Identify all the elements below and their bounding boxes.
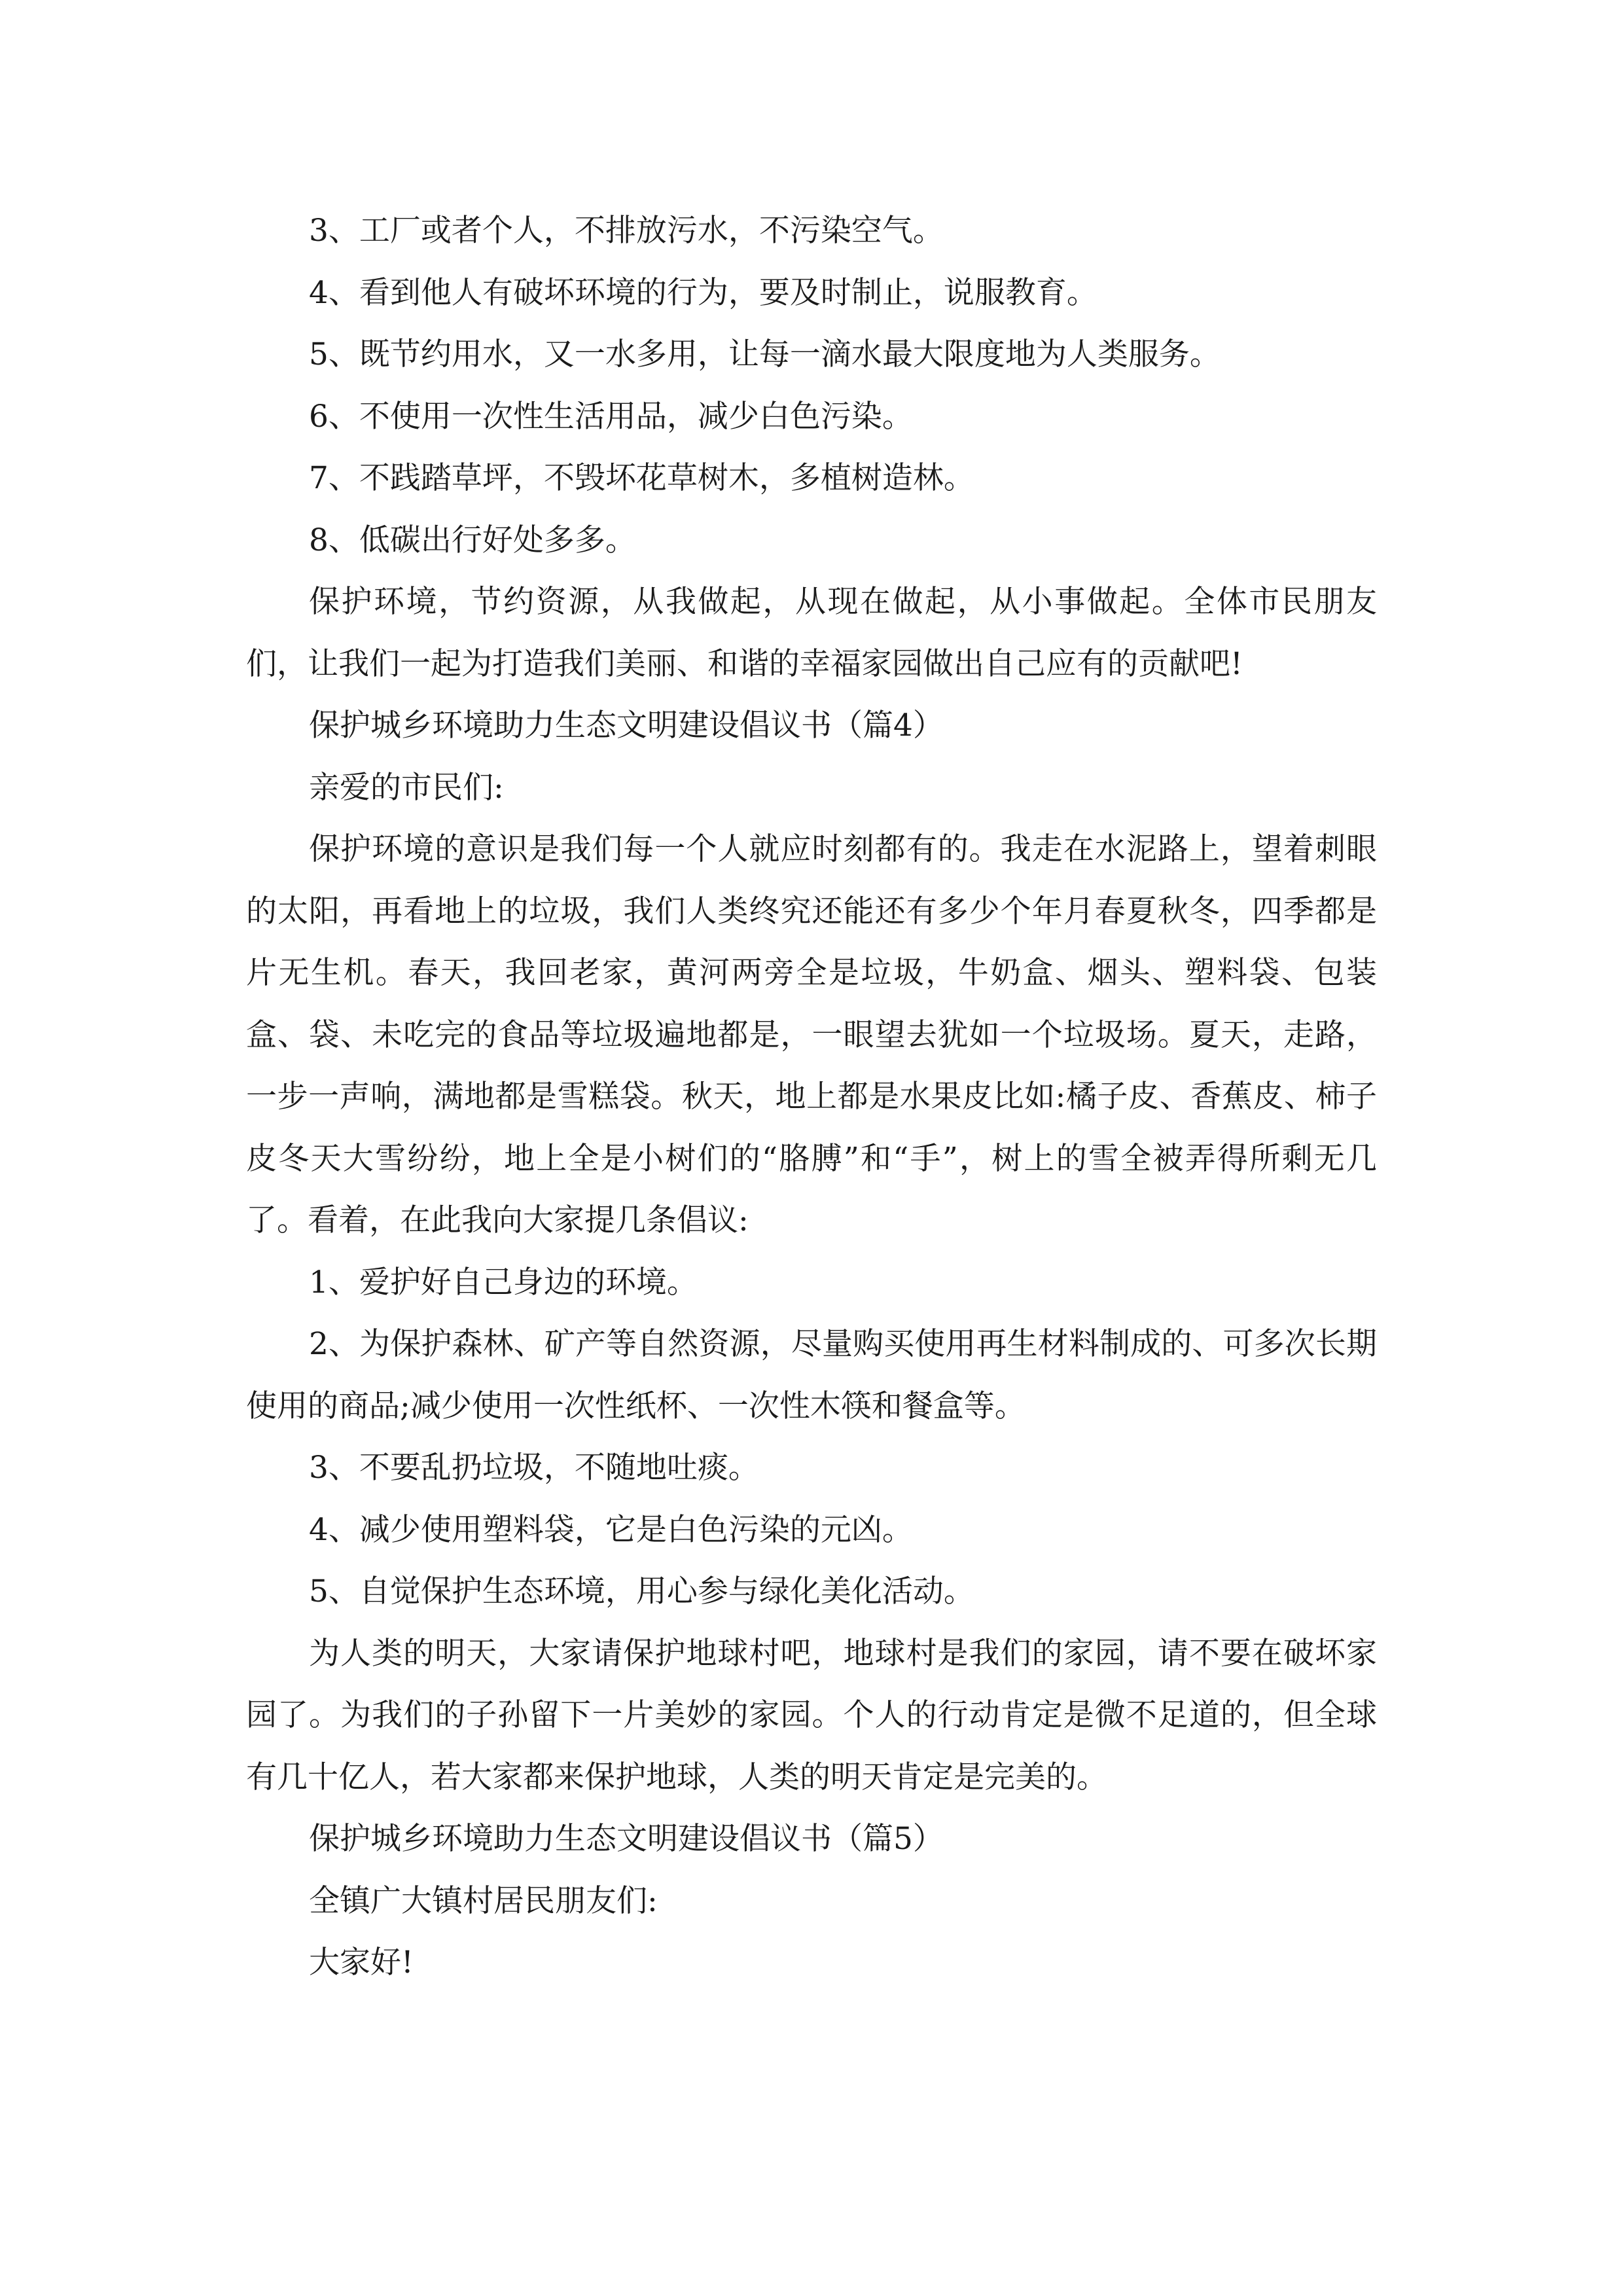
proposal-item-2: 2、为保护森林、矿产等自然资源，尽量购买使用再生材料制成的、可多次长期使用的商品;减少使用一次性纸杯、一次性木筷和餐盒等。 — [246, 1326, 1377, 1424]
salutation-4: 亲爱的市民们: — [309, 769, 504, 806]
greeting-5: 大家好! — [309, 1945, 414, 1981]
proposal-item-3: 3、不要乱扔垃圾，不随地吐痰。 — [309, 1450, 759, 1486]
list-item-3: 3、工厂或者个人，不排放污水，不污染空气。 — [309, 213, 944, 249]
conclusion-paragraph-4: 为人类的明天，大家请保护地球村吧，地球村是我们的家园，请不要在破坏家园了。为我们的子孙留下一片美妙的家园。个人的行动肯定是微不足道的，但全球有几十亿人，若大家都来保护地球，人类的明天肯定是完美的。 — [246, 1635, 1377, 1795]
list-item-7: 7、不践踏草坪，不毁坏花草树木，多植树造林。 — [309, 460, 974, 496]
proposal-item-4: 4、减少使用塑料袋，它是白色污染的元凶。 — [309, 1511, 913, 1548]
body-paragraph-4: 保护环境的意识是我们每一个人就应时刻都有的。我走在水泥路上，望着刺眼的太阳，再看地上的垃圾，我们人类终究还能还有多少个年月春夏秋冬，四季都是片无生机。春天，我回老家，黄河两旁全是垃圾，牛奶盒、烟头、塑料袋、包装盒、袋、未吃完的食品等垃圾遍地都是，一眼望去犹如一个垃圾场。夏天，走路，一步一声响，满地都是雪糕袋。秋天，地上都是水果皮比如:橘子皮、香蕉皮、柿子皮冬天大雪纷纷，地上全是小树们的“胳膊”和“手”，树上的雪全被弄得所剩无几了。看着，在此我向大家提几条倡议: — [246, 831, 1377, 1238]
salutation-5: 全镇广大镇村居民朋友们: — [309, 1882, 658, 1919]
list-item-5: 5、既节约用水，又一水多用，让每一滴水最大限度地为人类服务。 — [309, 336, 1221, 372]
closing-paragraph: 保护环境，节约资源，从我做起，从现在做起，从小事做起。全体市民朋友们，让我们一起为打造我们美丽、和谐的幸福家园做出自己应有的贡献吧! — [246, 584, 1377, 682]
section-title-5: 保护城乡环境助力生态文明建设倡议书（篇5） — [309, 1821, 944, 1857]
proposal-item-5: 5、自觉保护生态环境，用心参与绿化美化活动。 — [309, 1573, 974, 1609]
list-item-6: 6、不使用一次性生活用品，减少白色污染。 — [309, 398, 913, 435]
document-body — [246, 200, 1377, 1994]
list-item-4: 4、看到他人有破坏环境的行为，要及时制止，说服教育。 — [309, 274, 1097, 311]
section-title-4: 保护城乡环境助力生态文明建设倡议书（篇4） — [309, 708, 944, 744]
proposal-item-1: 1、爱护好自己身边的环境。 — [309, 1264, 698, 1300]
list-item-8: 8、低碳出行好处多多。 — [309, 522, 636, 558]
